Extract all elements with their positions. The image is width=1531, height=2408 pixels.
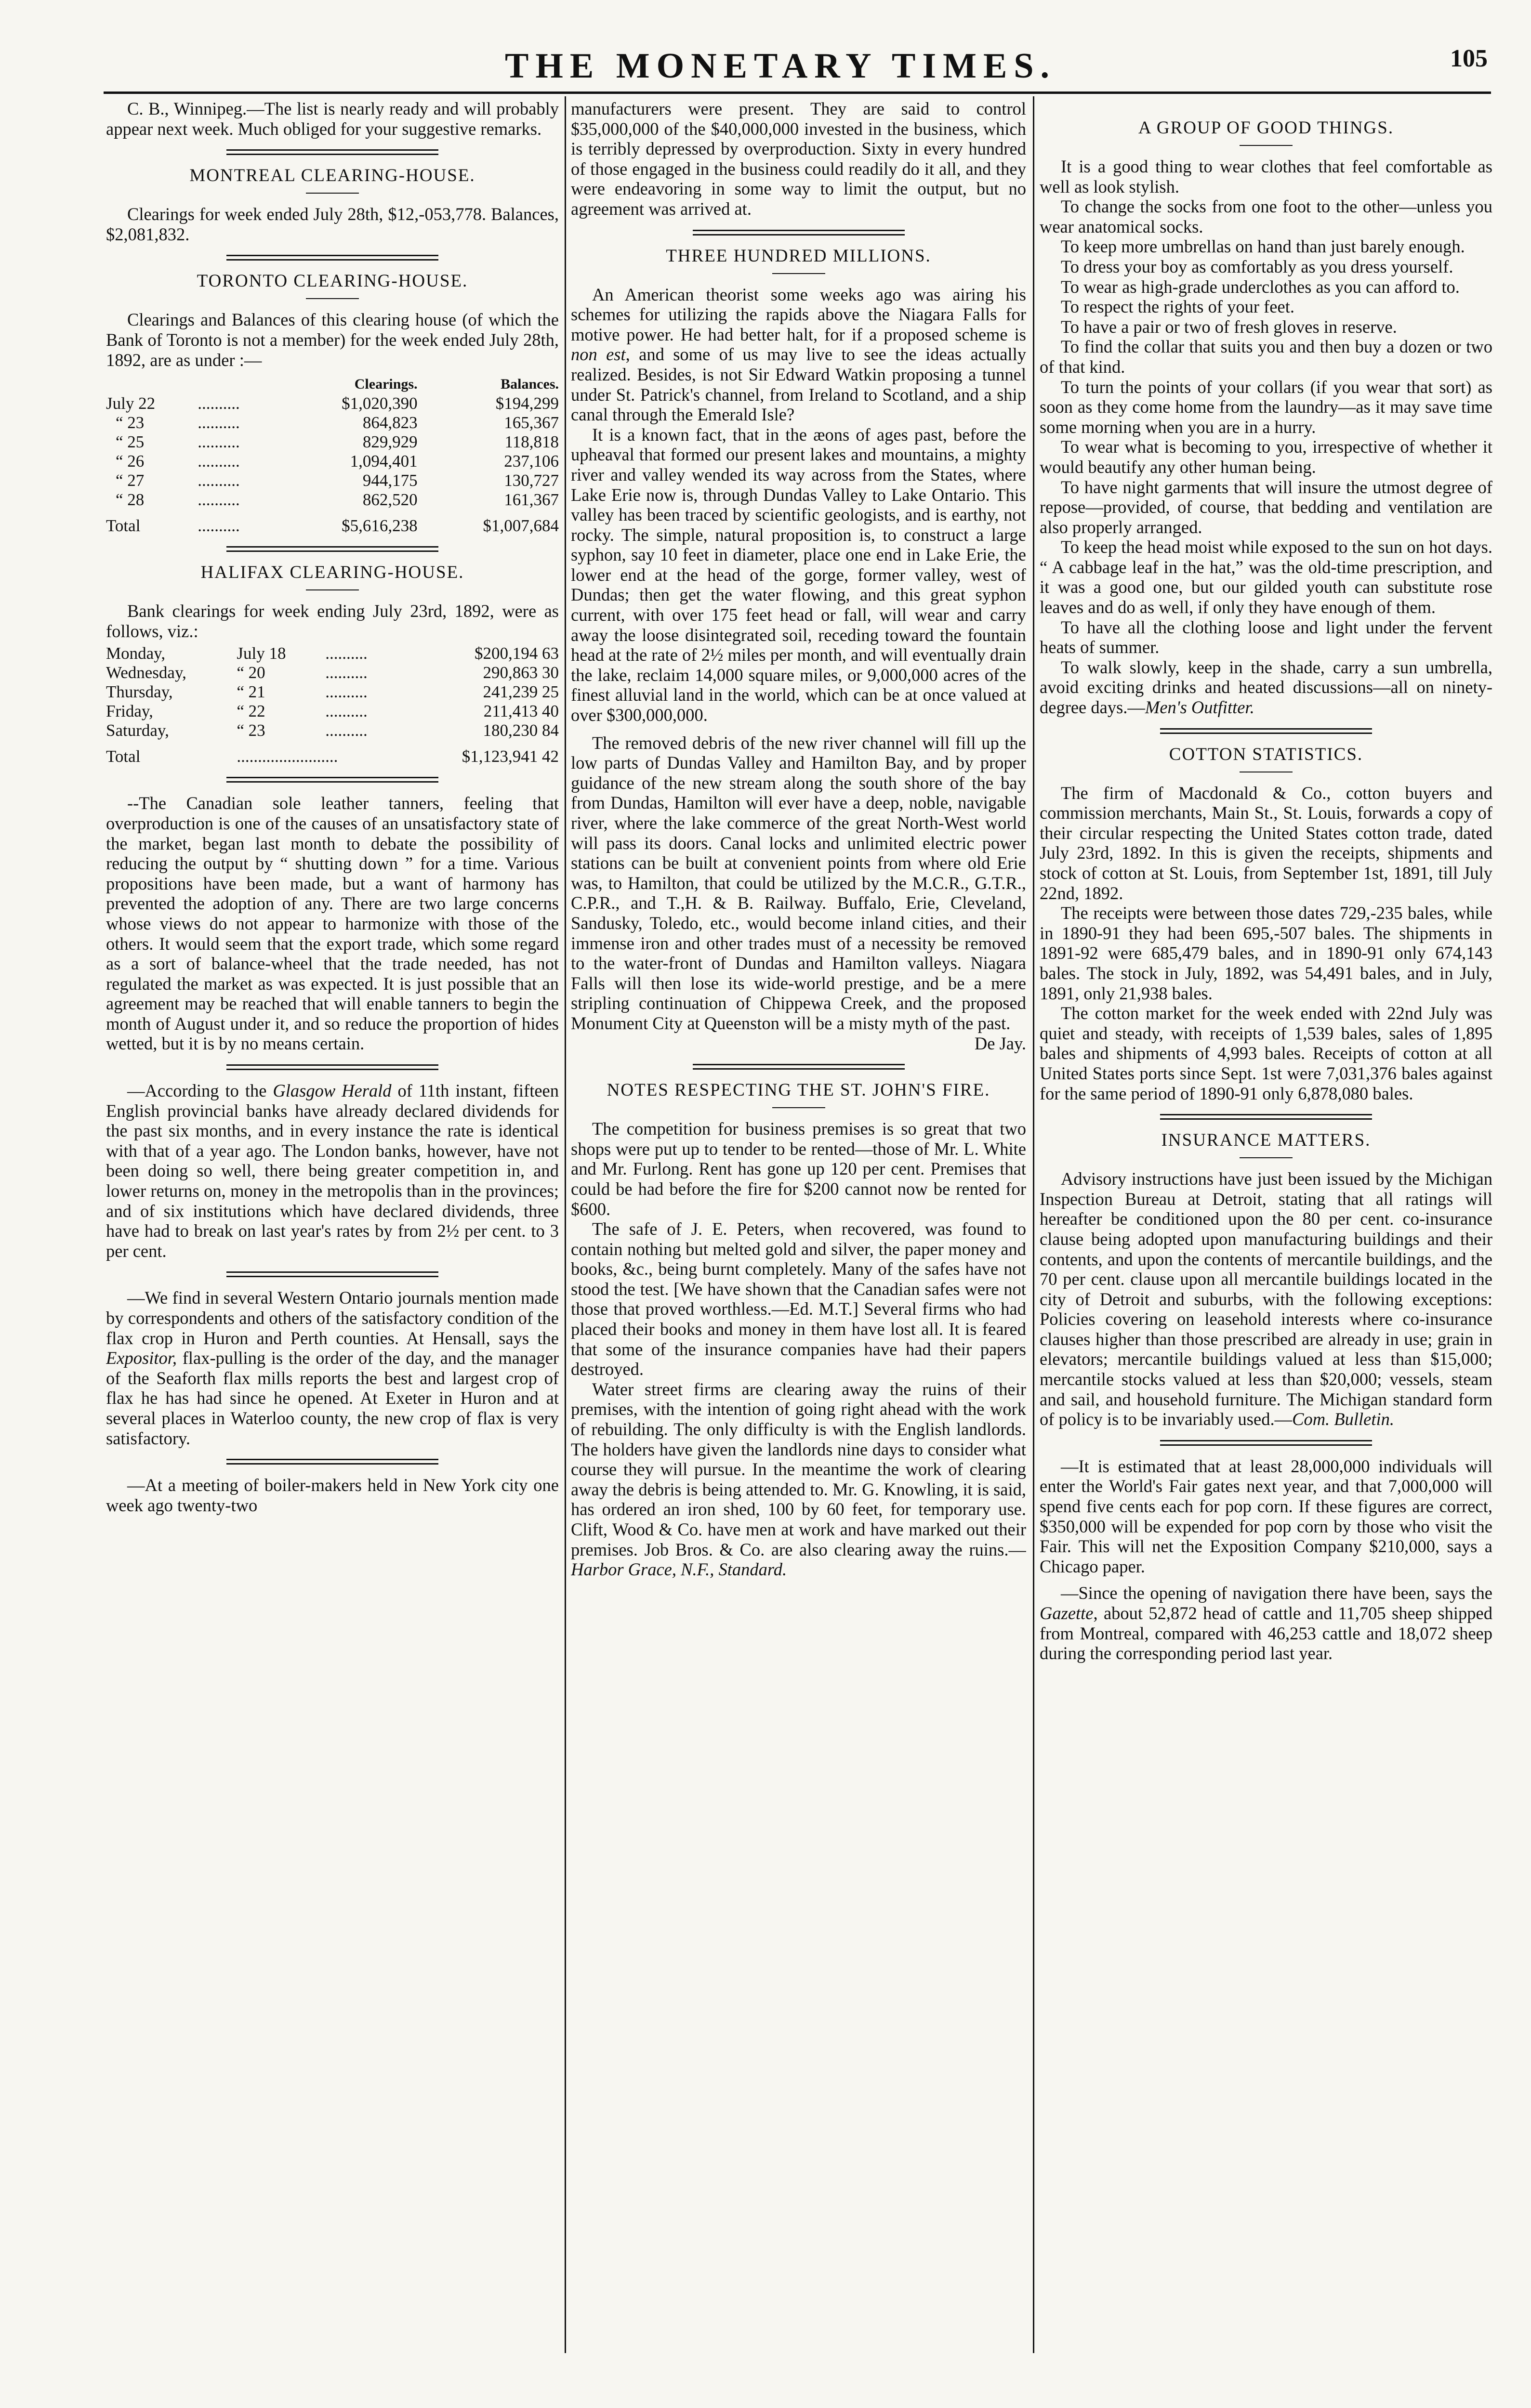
table-total-row: Total ........................ $1,123,941 42: [106, 747, 559, 766]
table-row: Thursday, “ 21 .......... 241,239 25: [106, 682, 559, 702]
good-things-item: To respect the rights of your feet.: [1061, 297, 1294, 317]
cattle-shipments-paragraph: —Since the opening of navigation there have been, says the Gazette, about 52,872 head of cattle and 11,705 sheep shipped from Montreal, compared with 46,253 cattle and 18,072 sheep during the corresponding period last year.: [1040, 1583, 1492, 1663]
table-row: Saturday, “ 23 .......... 180,230 84: [106, 721, 559, 740]
section-divider: [226, 1064, 438, 1070]
column-3: [1040, 99, 1492, 2392]
worlds-fair-paragraph: —It is estimated that at least 28,000,000 individuals will enter the World's Fair gates next year, and that 7,000,000 will spend five cents each for pop corn. If these figures are correct, $350,000 will be expended for pop corn by those who visit the Fair. This will net the Exposition Company $210,000, says a Chicago paper.: [1040, 1456, 1492, 1576]
tanners-paragraph: --The Canadian sole leather tanners, feeling that overproduction is one of the causes of an unsatisfactory state of the market, began last month to debate the possibility of reducing the output by “ shutting down ” for a time. Various propositions have been made, but a want of harmony has prevented the adoption of any. There are two large concerns whose views do not appear to harmonize with those of the others. It would seem that the export trade, which some regard as a sort of balance-wheel that the trade needed, has not regulated the market as was expected. It is just possible that an agreement may be reached that will enable tanners to begin the month of August under it, and so reduce the proportion of hides wetted, but it is by no means certain.: [106, 793, 559, 1054]
good-things-item: To change the socks from one foot to the other—unless you wear anatomical socks.: [1040, 196, 1492, 236]
heading-rule: [306, 298, 359, 299]
flax-paragraph: —We find in several Western Ontario journals mention made by correspondents and others of the satisfactory condition of the flax crop in Huron and Perth counties. At Hensall, says the Expositor, flax-pulling is the order of the day, and the manager of the Seaforth flax mills reports the best and largest crop of flax he has had since he opened. At Exeter in Huron and at several places in Waterloo county, the new crop of flax is very satisfactory.: [106, 1288, 559, 1448]
good-things-item: To find the collar that suits you and then buy a dozen or two of that kind.: [1040, 337, 1492, 377]
heading-rule: [772, 273, 825, 274]
cotton-paragraph-3: The cotton market for the week ended with 22nd July was quiet and steady, with receipts of 1,539 bales, sales of 1,895 bales and shipments of 4,993 bales. Receipts of cotton at all United States ports since Sept. 1st were 7,031,376 bales against for the same period of 1890-91 only 6,878,080 bales.: [1040, 1003, 1492, 1103]
fire-paragraph-3: Water street firms are clearing away the ruins of their premises, with the intention of going right ahead with the work of rebuilding. The only difficulty is with the English landlords. The holders have given the landlords nine days to consider what course they will pursue. In the meantime the work of clearing away the debris is being attended to. Mr. G. Knowling, it is said, has ordered an iron shed, 100 by 60 feet, for temporary use. Clift, Wood & Co. have men at work and have marked out their premises. Job Bros. & Co. are also clearing away the ruins.—Harbor Grace, N.F., Standard.: [571, 1379, 1026, 1580]
table-row: Friday, “ 22 .......... 211,413 40: [106, 702, 559, 721]
section-divider: [226, 255, 438, 261]
section-divider: [1160, 728, 1372, 734]
good-things-item: To wear as high-grade underclothes as you can afford to.: [1061, 276, 1460, 297]
section-divider: [226, 1271, 438, 1277]
montreal-heading: MONTREAL CLEARING-HOUSE.: [189, 166, 475, 186]
table-row: “ 28 .......... 862,520 161,367: [116, 490, 559, 510]
heading-rule: [1240, 145, 1293, 146]
section-divider: [693, 1064, 905, 1070]
column-divider-2: [1033, 96, 1034, 2353]
good-things-item: To have night garments that will insure the utmost degree of repose—provided, of course, that bedding and ventilation are also properly arranged.: [1040, 477, 1492, 537]
page-number: 105: [1450, 45, 1488, 72]
column-1: [106, 99, 559, 2392]
table-row: “ 23 .......... 864,823 165,367: [116, 413, 559, 432]
heading-rule: [772, 1107, 825, 1108]
column-divider-1: [565, 96, 566, 2353]
good-things-item: To have all the clothing loose and light under the fervent heats of summer.: [1040, 617, 1492, 657]
insurance-heading: INSURANCE MATTERS.: [1161, 1130, 1371, 1151]
millions-paragraph-1: An American theorist some weeks ago was airing his schemes for utilizing the rapids above the Niagara Falls for motive power. He had better halt, for if a proposed scheme is non est, and some of us may live to see the ideas actually realized. Besides, is not Sir Edward Watkin proposing a tunnel under St. Patrick's channel, from Ireland to Scotland, and a ship canal through the Emerald Isle?: [571, 284, 1026, 425]
good-things-item: To keep more umbrellas on hand than just barely enough.: [1061, 236, 1465, 257]
millions-paragraph-2: It is a known fact, that in the æons of ages past, before the upheaval that formed our present lakes and mountains, a mighty river and valley wended its way across from the States, where Lake Erie now is, through Dundas Valley to Lake Ontario. This valley has been traced by scientific geologists, and is earthy, not rocky. The simple, natural proposition is, to construct a large syphon, say 10 feet in diameter, place one end in Lake Erie, the lower end at the head of the gorge, former valley, west of Dundas; then get the water flowing, and this great syphon current, with over 175 feet head or fall, will wear and carry away the loose disintegrated soil, receding toward the fountain head at the rate of 2½ miles per month, and will eventually drain the lake, reclaim 14,000 square miles, or 9,000,000 acres of the finest alluvial land in the world, which can be at once valued at over $300,000,000.: [571, 424, 1026, 725]
good-things-item: It is a good thing to wear clothes that feel comfortable as well as look stylish.: [1040, 157, 1492, 196]
toronto-heading: TORONTO CLEARING-HOUSE.: [197, 271, 468, 291]
good-things-item: To have a pair or two of fresh gloves in reserve.: [1061, 316, 1397, 337]
section-divider: [1160, 1440, 1372, 1446]
millions-signature: De Jay.: [974, 1033, 1026, 1053]
masthead-title: THE MONETARY TIMES.: [505, 46, 1056, 86]
good-things-item: To walk slowly, keep in the shade, carry a sun umbrella, avoid exciting drinks and heated discussions—all on ninety-degree days.—Men's Outfitter.: [1040, 657, 1492, 718]
montreal-text: Clearings for week ended July 28th, $12,-053,778. Balances, $2,081,832.: [106, 204, 559, 244]
good-things-item: To wear what is becoming to you, irrespective of whether it would beautify any other human being.: [1040, 437, 1492, 477]
section-divider: [226, 149, 438, 155]
millions-paragraph-3: The removed debris of the new river channel will fill up the low parts of Dundas Valley and Hamilton Bay, and by proper guidance of the new stream along the south shore of the bay from Dundas, Hamilton will ever have a deep, noble, navigable river, where the lake commerce of the great North-West world will pass its doors. Canal locks and unlimited electric power stations can be built at convenient points from where old Erie was, to Hamilton, that could be utilized by the M.C.R., G.T.R., C.P.R., and T.,H. & B. Railway. Buffalo, Erie, Cleveland, Sandusky, Toledo, etc., would become inland cities, and their immense iron and other trades must of a necessity be removed to the water-front of Dundas and Hamilton valleys. Niagara Falls will then lose its wide-world prestige, and be a mere stripling continuation of Chippewa Creek, and the proposed Monument City at Queenston will be a misty myth of the past.: [571, 733, 1026, 1033]
correspondent-note: C. B., Winnipeg.—The list is nearly ready and will probably appear next week. Much obliged for your suggestive remarks.: [106, 99, 559, 139]
masthead-rule: [104, 92, 1491, 94]
halifax-text: Bank clearings for week ending July 23rd, 1892, were as follows, viz.:: [106, 601, 559, 641]
glasgow-paragraph: —According to the Glasgow Herald of 11th instant, fifteen English provincial banks have already declared dividends for the past six months, and in every instance the rate is identical with that of a year ago. The London banks, however, have not been doing so well, there being greater competition in, and lower returns on, money in the metropolis than in the provinces; and of six institutions which have declared dividends, three have had to break on last year's rates by from 2½ per cent. to 3 per cent.: [106, 1081, 559, 1261]
fire-paragraph-2: The safe of J. E. Peters, when recovered, was found to contain nothing but melted gold and silver, the paper money and books, &c., being burnt completely. Many of the safes have not stood the test. [We have shown that the Canadian safes were not those that proved worthless.—Ed. M.T.] Several firms who had placed their books and money in them have lost all. It is feared that some of the insurance companies have had their papers destroyed.: [571, 1219, 1026, 1379]
table-row: “ 25 .......... 829,929 118,818: [116, 432, 559, 452]
good-things-heading: A GROUP OF GOOD THINGS.: [1138, 118, 1394, 138]
continued-paragraph: manufacturers were present. They are said to control $35,000,000 of the $40,000,000 invested in the business, which is terribly depressed by overproduction. Sixty in every hundred of those engaged in the business could readily do it all, and they were endeavoring in some way to limit the output, but no agreement was arrived at.: [571, 99, 1026, 219]
halifax-heading: HALIFAX CLEARING-HOUSE.: [200, 563, 464, 583]
table-row: July 22 .......... $1,020,390 $194,299: [106, 394, 559, 413]
table-row: Monday, July 18 .......... $200,194 63: [106, 644, 559, 663]
section-divider: [226, 1459, 438, 1465]
table-row: “ 27 .......... 944,175 130,727: [116, 471, 559, 490]
toronto-table: [106, 375, 559, 536]
cotton-paragraph-2: The receipts were between those dates 729,-235 bales, while in 1890-91 they had been 695,-507 bales. The shipments in 1891-92 were 685,479 bales, and in 1890-91 only 674,143 bales. The stock in July, 1892, was 54,491 bales, and in July, 1891, only 21,938 bales.: [1040, 903, 1492, 1003]
col-header-balances: Balances.: [501, 376, 559, 393]
toronto-text: Clearings and Balances of this clearing house (of which the Bank of Toronto is not a member) for the week ended July 28th, 1892, are as under :—: [106, 310, 559, 370]
table-row: “ 26 .......... 1,094,401 237,106: [116, 452, 559, 471]
good-things-item: To dress your boy as comfortably as you dress yourself.: [1061, 256, 1453, 276]
good-things-item: To keep the head moist while exposed to the sun on hot days. “ A cabbage leaf in the hat,” was the old-time prescription, and it was a good one, but our gilded youth can substitute rose leaves and do as well, if only they have enough of them.: [1040, 537, 1492, 617]
cotton-heading: COTTON STATISTICS.: [1169, 744, 1363, 764]
heading-rule: [306, 193, 359, 194]
good-things-item: To turn the points of your collars (if you wear that sort) as soon as they come home from the laundry—as it may save time some morning when you are in a hurry.: [1040, 377, 1492, 437]
insurance-paragraph: Advisory instructions have just been issued by the Michigan Inspection Bureau at Detroit, stating that all ratings will hereafter be conditioned upon the 80 per cent. co-insurance clause being adopted upon manufacturing buildings and their contents, and upon the contents of mercantile buildings, and the 70 per cent. clause upon all mercantile buildings located in the city of Detroit and suburbs, with the following exceptions: Policies covering on leasehold interests where co-insurance clauses higher than those prescribed are already in use; grain in elevators; mercantile buildings valued at less than $15,000; mercantile stocks valued at less than $20,000; vessels, steam and sail, and household furniture. The Michigan standard form of policy is to be invariably used.—Com. Bulletin.: [1040, 1169, 1492, 1429]
heading-rule: [1240, 1157, 1293, 1158]
millions-heading: THREE HUNDRED MILLIONS.: [666, 246, 931, 266]
section-divider: [226, 546, 438, 552]
section-divider: [693, 230, 905, 236]
column-2: [571, 99, 1026, 2392]
heading-rule: [306, 589, 359, 590]
halifax-table: [106, 644, 559, 766]
section-divider: [1160, 1114, 1372, 1120]
boiler-makers-paragraph: —At a meeting of boiler-makers held in New York city one week ago twenty-two: [106, 1475, 559, 1515]
fire-paragraph-1: The competition for business premises is so great that two shops were put up to tender to be rented—those of Mr. L. White and Mr. Furlong. Rent has gone up 120 per cent. Premises that could be had before the fire for $200 cannot now be rented for $600.: [571, 1119, 1026, 1219]
table-total-row: Total .......... $5,616,238 $1,007,684: [106, 516, 559, 536]
col-header-clearings: Clearings.: [354, 376, 418, 393]
table-row: Wednesday, “ 20 .......... 290,863 30: [106, 663, 559, 682]
fire-heading: NOTES RESPECTING THE ST. JOHN'S FIRE.: [607, 1080, 990, 1100]
cotton-paragraph-1: The firm of Macdonald & Co., cotton buyers and commission merchants, Main St., St. Louis, forwards a copy of their circular respecting the United States cotton trade, dated July 23rd, 1892. In this is given the receipts, shipments and stock of cotton at St. Louis, from September 1st, 1891, till July 22nd, 1892.: [1040, 783, 1492, 903]
section-divider: [226, 777, 438, 783]
